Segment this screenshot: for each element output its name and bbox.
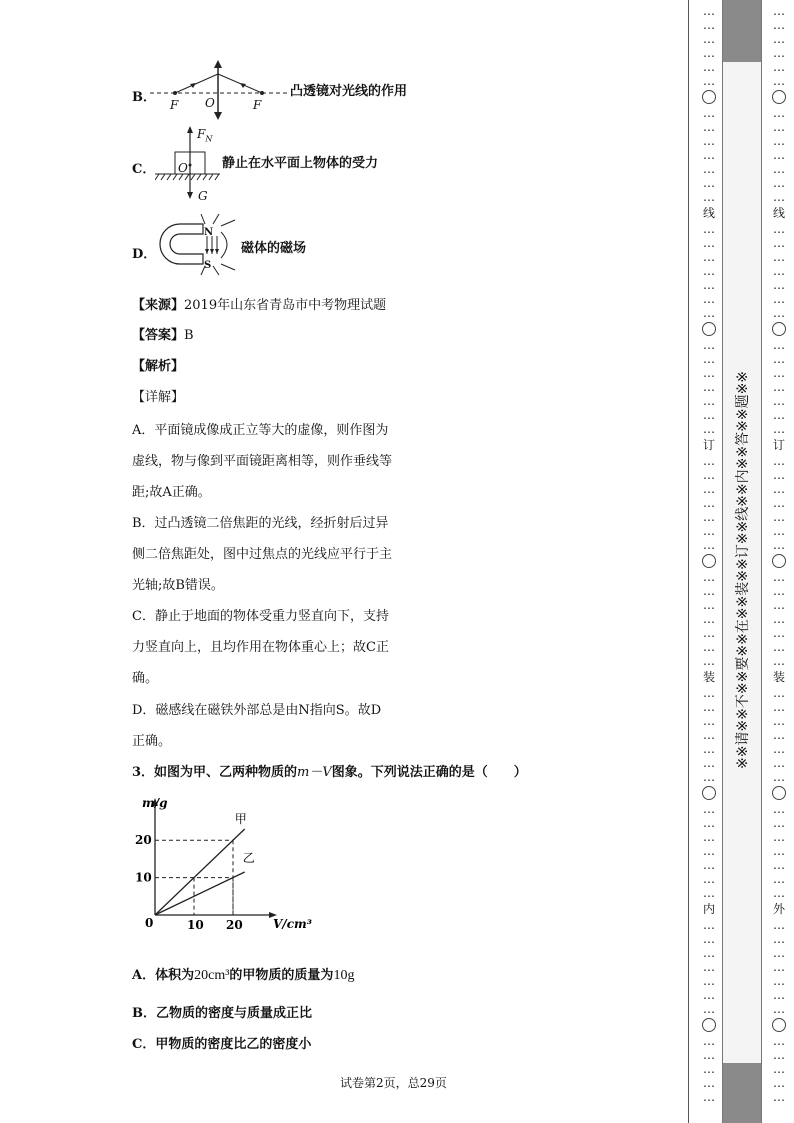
binding-hole-circle-icon [702,554,716,568]
south-pole-label: S [204,260,212,271]
inner-binding-column: … … … … … … … … … … … … … 线 … … … … … … … … … … … … … … 订 … … … … … … … … … … … … … … 装 … … … … … … … … … … … … … … 内 … … … … … … … … … … … … [702,4,715,1104]
question-3-stem: 3．如图为甲、乙两种物质的m－V图象。下列说法正确的是（ ） [132,765,527,780]
detail-heading: 【详解】 [132,390,185,405]
origin-label: 0 [145,916,154,930]
option-b-letter: B． [132,90,156,105]
option-b-caption: 凸透镜对光线的作用 [290,84,408,99]
center-label: O [178,161,188,175]
m-v-graph [130,795,320,940]
gravity-label: G [198,189,208,203]
q3-option-a[interactable]: A．体积为20cm³的甲物质的质量为10g [132,968,355,983]
binding-notice-strip [722,0,762,1123]
explanation-line: 光轴;故B错误。 [132,578,224,593]
binding-hole-circle-icon [772,322,786,336]
outer-label-outside: 外 [772,902,785,916]
focus-label-right: F [253,98,262,112]
explanation-line: C．静止于地面的物体受重力竖直向下，支持 [132,609,389,624]
inner-label-line: 线 [702,206,715,220]
explanation-line: 虚线，物与像到平面镜距离相等，则作垂线等 [132,454,393,469]
binding-rule [688,0,689,1123]
option-c-caption: 静止在水平面上物体的受力 [222,156,379,171]
lens-center-label: O [205,96,215,110]
binding-hole-circle-icon [772,554,786,568]
series-line-0 [155,829,245,915]
binding-hole-circle-icon [702,786,716,800]
explanation-line: 距;故A正确。 [132,485,211,500]
binding-hole-circle-icon [702,322,716,336]
outer-label-line: 线 [772,206,785,220]
series-label-0: 甲 [234,811,247,826]
outer-binding-column: … … … … … … … … … … … … … 线 … … … … … … … … … … … … … … 订 … … … … … … … … … … … … … … 装 … … … … … … … … … … … … … … 外 … … … … … … … … … … … … [772,4,785,1104]
inner-label-inside: 内 [702,902,715,916]
inner-label-staple: 装 [702,670,715,684]
option-d-caption: 磁体的磁场 [241,241,307,256]
normal-force-label: $F_N$ [197,127,213,144]
explanation-line: B．过凸透镜二倍焦距的光线，经折射后过异 [132,516,389,531]
explanation-line: 侧二倍焦距处，图中过焦点的光线应平行于主 [132,547,393,562]
series-line-1 [155,872,245,915]
explanation-line: A．平面镜成像成正立等大的虚像，则作图为 [132,423,389,438]
answer-line: 【答案】B [132,328,194,343]
x-tick-label: 10 [187,918,204,932]
x-tick-label: 20 [226,918,243,932]
series-label-1: 乙 [242,850,255,865]
inner-label-binding: 订 [702,438,715,452]
q3-option-c[interactable]: C．甲物质的密度比乙的密度小 [132,1037,312,1052]
binding-notice-text: ※※请※※不※※要※※在※※装※※订※※线※※内※※答※※题※※ [735,370,752,770]
explanation-line: 力竖直向上，且均作用在物体重心上；故C正 [132,640,389,655]
horseshoe-magnet-diagram [155,212,240,277]
explanation-line: D．磁感线在磁铁外部总是由N指向S。故D [132,703,382,718]
y-tick-label: 20 [135,833,152,848]
option-c-letter: C． [132,162,156,177]
focus-label-left: F [170,98,179,112]
q3-option-b[interactable]: B．乙物质的密度与质量成正比 [132,1006,313,1021]
binding-hole-circle-icon [772,1018,786,1032]
outer-label-binding: 订 [772,438,785,452]
option-d-letter: D． [132,247,157,262]
x-axis-label: V/cm³ [273,917,312,931]
binding-hole-circle-icon [702,90,716,104]
binding-hole-circle-icon [772,786,786,800]
outer-label-staple: 装 [772,670,785,684]
y-axis-label: m/g [142,796,168,810]
binding-hole-circle-icon [772,90,786,104]
binding-hole-circle-icon [702,1018,716,1032]
explanation-line: 正确。 [132,734,172,749]
source-line: 【来源】2019年山东省青岛市中考物理试题 [132,298,387,313]
page-footer: 试卷第2页，总29页 [340,1076,447,1090]
north-pole-label: N [204,227,214,238]
explanation-line: 确。 [132,671,159,686]
analysis-heading: 【解析】 [132,359,185,374]
y-tick-label: 10 [135,870,152,885]
